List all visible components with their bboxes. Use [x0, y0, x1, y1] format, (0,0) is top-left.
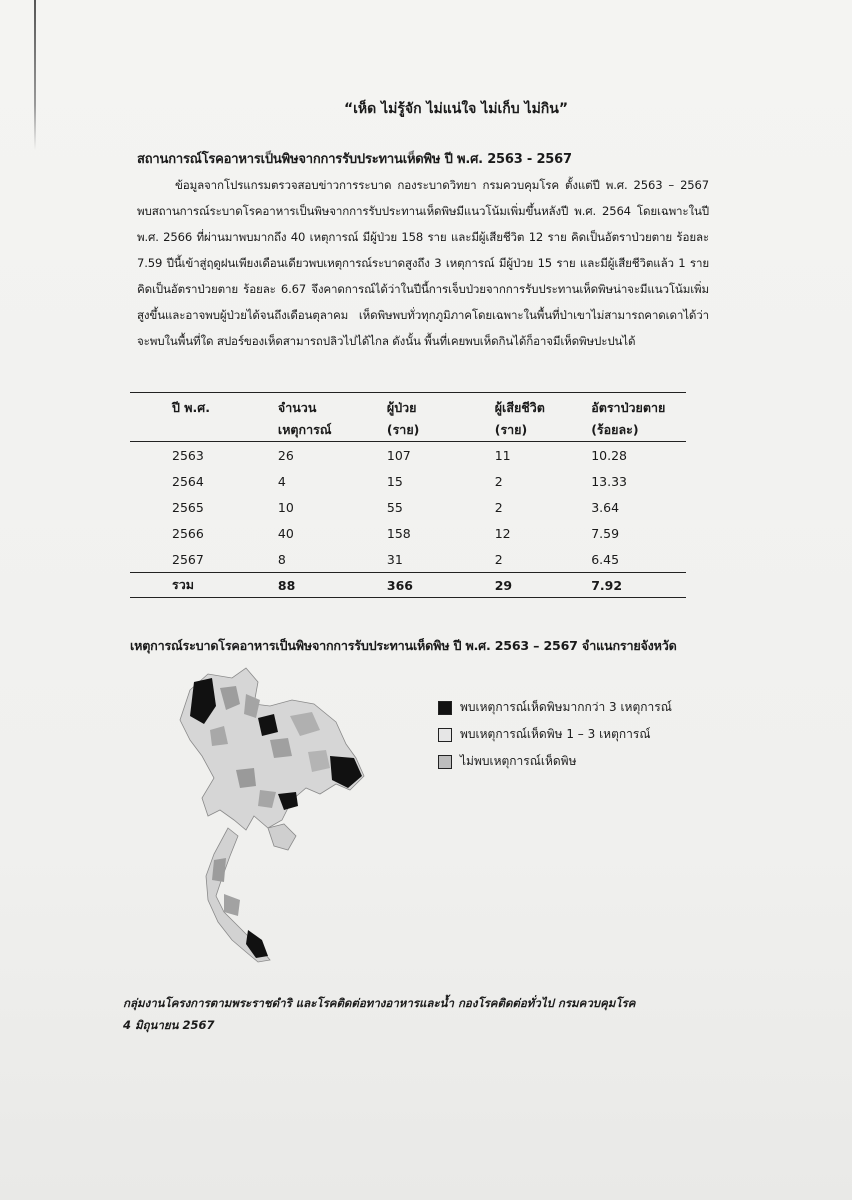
cell-deaths: 11: [494, 447, 511, 463]
cell-patients: 31: [386, 551, 403, 567]
table-row: [130, 494, 686, 520]
header-patients: [387, 393, 495, 442]
header-deaths-line1: ผู้เสียชีวิต: [494, 400, 545, 415]
header-cfr-line2: (ร้อยละ): [591, 422, 639, 437]
cell-events: 10: [277, 499, 294, 515]
total-events: 88: [277, 577, 296, 593]
headline: “เห็ด ไม่รู้จัก ไม่แน่ใจ ไม่เก็บ ไม่กิน”: [343, 101, 569, 117]
cell-year: 2567: [172, 551, 204, 567]
table-row: [130, 468, 686, 494]
header-year: [130, 393, 278, 442]
legend-swatch-light: [438, 728, 452, 742]
header-deaths-line2: (ราย): [494, 422, 528, 437]
header-deaths: [495, 393, 591, 442]
cell-cfr: 10.28: [591, 447, 628, 463]
cell-events: 26: [277, 447, 294, 463]
legend-label-high: พบเหตุการณ์เห็ดพิษมากกว่า 3 เหตุการณ์: [460, 700, 672, 714]
map-legend: [438, 694, 672, 775]
legend-item-none: [438, 748, 672, 775]
cell-cfr: 7.59: [591, 525, 620, 541]
cell-deaths: 2: [494, 551, 503, 567]
table-header-row: [130, 393, 686, 442]
table-row: [130, 546, 686, 573]
header-cfr: [591, 393, 686, 442]
legend-label-none: ไม่พบเหตุการณ์เห็ดพิษ: [460, 754, 577, 768]
cell-deaths: 2: [494, 499, 503, 515]
body-paragraph: ข้อมูลจากโปรแกรมตรวจสอบข่าวการระบาด กองระบาดวิทยา กรมควบคุมโรค ตั้งแต่ปี พ.ศ. 2563 – 2567 พบสถานการณ์ระบาดโรคอาหารเป็นพิษจากการรับประทานเห็ดพิษมีแนวโน้มเพิ่มขึ้นหลังปี พ.ศ. 2564 โดยเฉพาะในปี พ.ศ. 2566 ที่ผ่านมาพบมากถึง 40 เหตุการณ์ มีผู้ป่วย 158 ราย และมีผู้เสียชีวิต 12 ราย คิดเป็นอัตราป่วยตาย ร้อยละ 7.59 ปีนี้เข้าสู่ฤดูฝนเพียงเดือนเดียวพบเหตุการณ์ระบาดสูงถึง 3 เหตุการณ์ มีผู้ป่วย 15 ราย และมีผู้เสียชีวิตแล้ว 1 ราย คิดเป็นอัตราป่วยตาย ร้อยละ 6.67 จึงคาดการณ์ได้ว่าในปีนี้การเจ็บป่วยจากการรับประทานเห็ดพิษน่าจะมีแนวโน้มเพิ่มสูงขึ้นและอาจพบผู้ป่วยได้จนถึงเดือนตุลาคม เห็ดพิษพบทั่วทุกภูมิภาคโดยเฉพาะในพื้นที่ป่าเขาไม่สามารถคาดเดาได้ว่าจะพบในพื้นที่ใด สปอร์ของเห็ดสามารถปลิวไปได้ไกล ดังนั้น พื้นที่เคยพบเห็ดกินได้ก็อาจมีเห็ดพิษปะปนได้: [137, 178, 709, 348]
header-patients-line1: ผู้ป่วย: [386, 400, 417, 415]
header-events: [278, 393, 387, 442]
cell-patients: 55: [386, 499, 403, 515]
cell-patients: 107: [386, 447, 411, 463]
cell-patients: 15: [386, 473, 403, 489]
legend-swatch-grey: [438, 755, 452, 769]
map-region-east: [268, 824, 296, 850]
cell-events: 4: [277, 473, 286, 489]
cell-patients: 158: [386, 525, 411, 541]
cell-cfr: 13.33: [591, 473, 628, 489]
legend-label-medium: พบเหตุการณ์เห็ดพิษ 1 – 3 เหตุการณ์: [460, 727, 651, 741]
cell-cfr: 3.64: [591, 499, 620, 515]
header-patients-line2: (ราย): [386, 422, 420, 437]
footer-credit: [123, 992, 635, 1036]
header-events-line2: เหตุการณ์: [277, 422, 332, 437]
total-patients: 366: [386, 577, 413, 593]
total-cfr: 7.92: [591, 577, 623, 593]
table-total-row: [130, 573, 686, 598]
header-events-line1: จำนวน: [277, 400, 317, 415]
cell-year: 2563: [172, 447, 204, 463]
header-cfr-line1: อัตราป่วยตาย: [591, 400, 666, 415]
cell-deaths: 2: [494, 473, 503, 489]
statistics-table: [130, 392, 686, 598]
cell-events: 40: [277, 525, 294, 541]
cell-year: 2565: [172, 499, 204, 515]
table-row: [130, 442, 686, 469]
header-year-label: ปี พ.ศ.: [172, 400, 210, 415]
total-label: รวม: [172, 577, 194, 592]
map-province-grey: [224, 894, 240, 916]
cell-year: 2566: [172, 525, 204, 541]
cell-year: 2564: [172, 473, 204, 489]
map-title: เหตุการณ์ระบาดโรคอาหารเป็นพิษจากการรับประทานเห็ดพิษ ปี พ.ศ. 2563 – 2567 จำแนกรายจังหวัด: [130, 638, 677, 653]
legend-item-medium: [438, 721, 672, 748]
footer-date: 4 มิถุนายน 2567: [123, 1018, 215, 1032]
section-title: สถานการณ์โรคอาหารเป็นพิษจากการรับประทานเห็ดพิษ ปี พ.ศ. 2563 - 2567: [137, 152, 572, 167]
table-row: [130, 520, 686, 546]
total-deaths: 29: [494, 577, 513, 593]
cell-deaths: 12: [494, 525, 511, 541]
thailand-province-map: [150, 660, 390, 970]
legend-item-high: [438, 694, 672, 721]
cell-cfr: 6.45: [591, 551, 620, 567]
footer-organization: กลุ่มงานโครงการตามพระราชดำริ และโรคติดต่อทางอาหารและน้ำ กองโรคติดต่อทั่วไป กรมควบคุมโรค: [123, 996, 636, 1010]
scan-edge-line: [34, 0, 36, 150]
map-province-grey: [212, 858, 226, 882]
legend-swatch-black: [438, 701, 452, 715]
cell-events: 8: [277, 551, 286, 567]
